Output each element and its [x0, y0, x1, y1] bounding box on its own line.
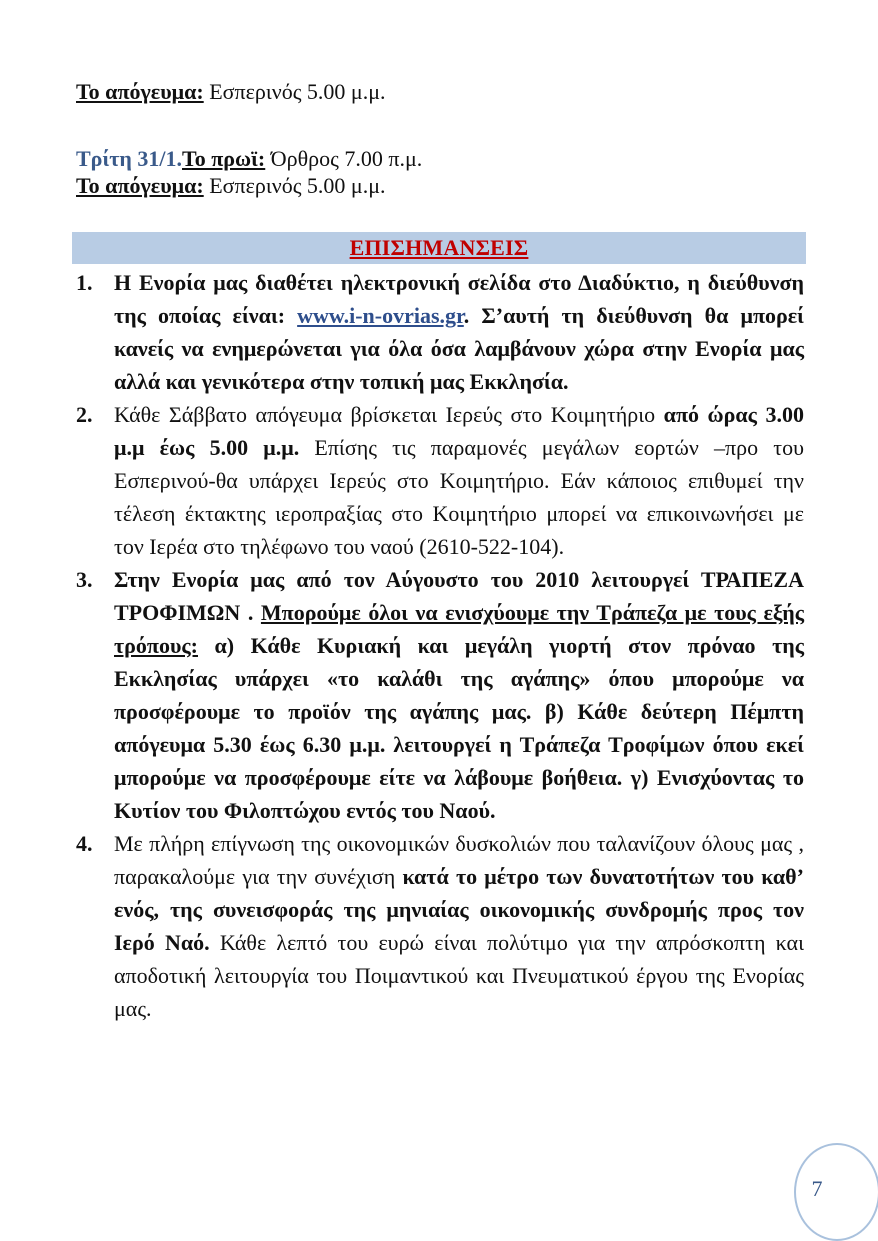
notices-heading-band	[72, 232, 806, 264]
notices-list	[76, 266, 804, 1025]
notice-text-part: Κάθε λεπτό του ευρώ είναι πολύτιμο για την απρόσκοπτη και αποδοτική λειτουργία του Ποιμαντικού και Πνευματικού έργου της Ενορίας μας.	[114, 930, 805, 1021]
tuesday-morning-line	[76, 145, 422, 173]
evening-label: Το απόγευμα:	[76, 79, 204, 104]
notice-item-2	[76, 398, 804, 563]
notice-number: 1.	[76, 270, 93, 295]
notice-text-underlined: Μπορούμε όλοι να ενισχύουμε την Τράπεζα με τους εξής τρόπους:	[114, 600, 804, 658]
notice-text	[114, 266, 804, 398]
tuesday-date: Τρίτη 31/1.	[76, 146, 183, 171]
notice-number: 2.	[76, 402, 93, 427]
notice-number: 3.	[76, 567, 93, 592]
page-number: 7	[811, 1176, 823, 1201]
notice-number: 4.	[76, 831, 93, 856]
notice-text-bold: κατά το μέτρο των δυνατοτήτων του καθ’ ενός, της συνεισφοράς της μηνιαίας οικονομικής συνδρομής προς τον Ιερό Ναό.	[114, 864, 804, 955]
notice-text-bold: Στην Ενορία μας από τον Αύγουστο του 2010 λειτουργεί ΤΡΑΠΕΖΑ ΤΡΟΦΙΜΩΝ .	[114, 567, 804, 625]
notices-heading: ΕΠΙΣΗΜΑΝΣΕΙΣ	[349, 235, 529, 260]
notice-text-bold: από ώρας 3.00 μ.μ έως 5.00 μ.μ.	[114, 402, 804, 460]
website-link[interactable]: www.i-n-ovrias.gr	[297, 303, 464, 328]
evening-schedule-line	[76, 78, 386, 106]
notice-text-part: Επίσης τις παραμονές μεγάλων εορτών –προ του Εσπερινού-θα υπάρχει Ιερεύς στο Κοιμητήριο. Εάν κάποιος επιθυμεί την τέλεση έκτακτης ιεροπραξίας στο Κοιμητήριο μπορεί να επικοινωνήσει με τον Ιερέα στο τηλέφωνο του ναού (2610-522-104).	[114, 435, 804, 559]
notice-text-part: Με πλήρη επίγνωση της οικονομικών δυσκολιών που ταλανίζουν όλους μας , παρακαλούμε για την συνέχιση	[114, 831, 804, 889]
notice-text-part: . Σ’αυτή τη διεύθυνση θα μπορεί κανείς να ενημερώνεται για όλα όσα λαμβάνουν χώρα στην Ενορία μας αλλά και γενικότερα στην τοπική μας Εκκλησία.	[114, 303, 804, 394]
notice-item-4	[76, 827, 804, 1025]
notice-text-part: Κάθε Σάββατο απόγευμα βρίσκεται Ιερεύς στο Κοιμητήριο	[114, 402, 664, 427]
notice-item-1	[76, 266, 804, 398]
notice-text-part: Η Ενορία μας διαθέτει ηλεκτρονική σελίδα στο Διαδύκτιο, η διεύθυνση της οποίας είναι:	[114, 270, 804, 328]
notice-text	[114, 827, 804, 1025]
evening-text: Εσπερινός 5.00 μ.μ.	[203, 79, 386, 104]
notice-text-bold: α) Κάθε Κυριακή και μεγάλη γιορτή στον πρόναο της Εκκλησίας υπάρχει «το καλάθι της αγάπης» όπου μπορούμε να προσφέρουμε το προϊόν της αγάπης μας. β) Κάθε δεύτερη Πέμπτη απόγευμα 5.30 έως 6.30 μ.μ. λειτουργεί η Τράπεζα Τροφίμων όπου εκεί μπορούμε να προσφέρουμε είτε να λάβουμε βοήθεια. γ) Ενισχύοντας το Κυτίον του Φιλοπτώχου εντός του Ναού.	[114, 633, 804, 823]
notice-item-3	[76, 563, 804, 827]
tuesday-evening-label: Το απόγευμα:	[76, 173, 204, 198]
notice-text	[114, 563, 804, 827]
morning-text: Όρθρος 7.00 π.μ.	[265, 146, 423, 171]
morning-label: Το πρωϊ:	[182, 146, 266, 171]
notice-text	[114, 398, 804, 563]
tuesday-evening-line	[76, 172, 386, 200]
tuesday-evening-text: Εσπερινός 5.00 μ.μ.	[203, 173, 386, 198]
